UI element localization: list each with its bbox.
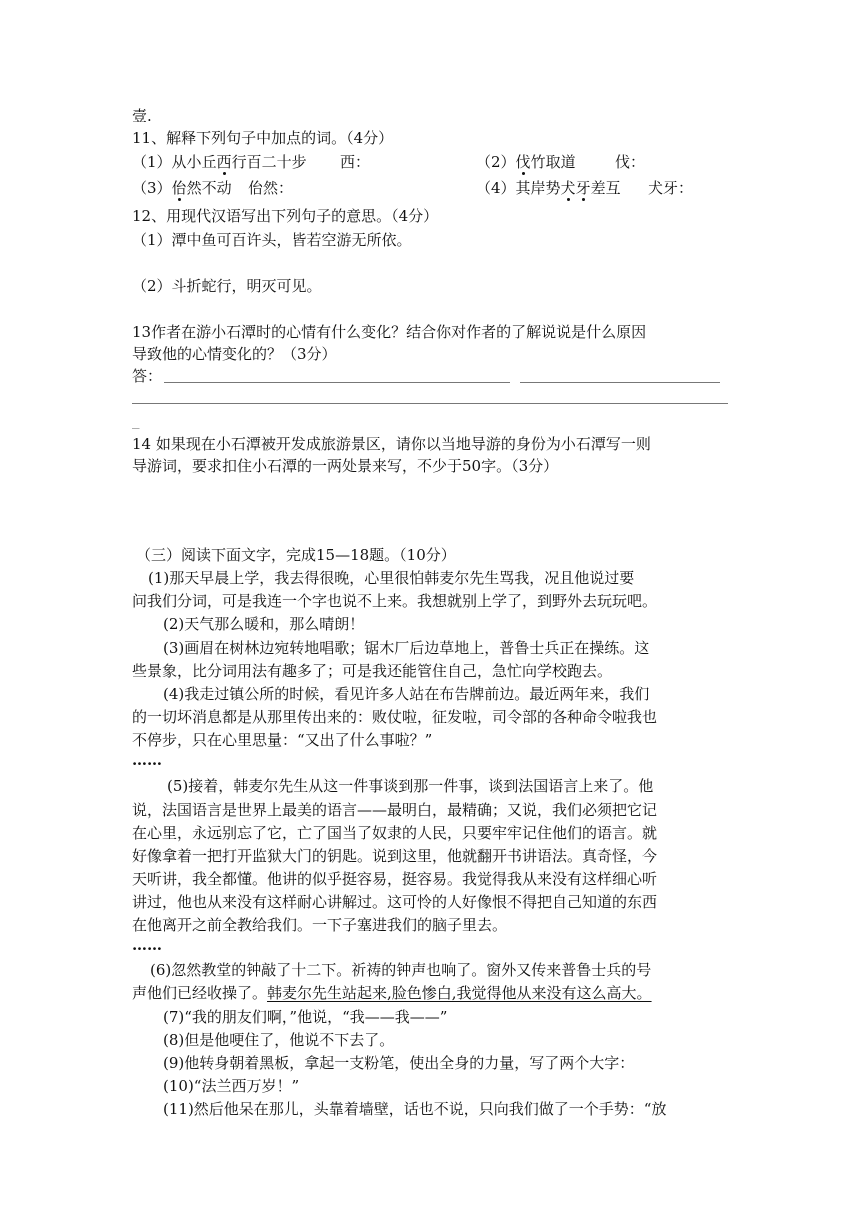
answer-line[interactable] <box>164 382 510 383</box>
q11-gloss-1: 西： <box>340 153 371 171</box>
q12-sentence-2: （2）斗折蛇行，明灭可见。 <box>132 277 322 295</box>
q13-line-1: 13作者在游小石潭时的心情有什么变化？结合你对作者的了解说说是什么原因 <box>132 323 647 341</box>
passage-p2: (2)天气那么暖和，那么晴朗！ <box>163 615 365 633</box>
answer-line-tail: _ <box>132 411 140 429</box>
passage-p4-line3: 不停步，只在心里思量：“又出了什么事啦？” <box>132 731 433 749</box>
passage-p5-line7: 在他离开之前全教给我们。一下子塞进我们的脑子里去。 <box>132 916 508 934</box>
section3-title: （三）阅读下面文字，完成15—18题。（10分） <box>136 546 456 564</box>
q13-line-2: 导致他的心情变化的？（3分） <box>132 345 337 363</box>
passage-p1-line1: (1)那天早晨上学，我去得很晚，心里很怕韩麦尔先生骂我，况且他说过要 <box>148 569 635 587</box>
passage-p3-line2: 些景象，比分词用法有趣多了；可是我还能管住自己，急忙向学校跑去。 <box>132 662 613 680</box>
dotted-word: 牙 <box>575 179 591 197</box>
underlined-sentence: 韩麦尔先生站起来,脸色惨白,我觉得他从来没有这么高大。 <box>267 984 652 1002</box>
q12-sentence-1: （1）潭中鱼可百许头，皆若空游无所依。 <box>132 231 412 249</box>
q11-gloss-2: 伐： <box>615 153 646 171</box>
passage-ellipsis: …… <box>132 936 162 954</box>
passage-p9: (9)他转身朝着黑板，拿起一支粉笔，使出全身的力量，写了两个大字： <box>163 1054 635 1072</box>
dotted-word: 佁 <box>171 179 187 197</box>
answer-line[interactable] <box>520 382 720 383</box>
q11-item-2: （2）伐竹取道 <box>476 153 576 171</box>
q11-item-1: （1）从小丘西行百二十步 <box>132 153 307 171</box>
passage-p1-line2: 问我们分词，可是我连一个字也说不上来。我想就别上学了，到野外去玩玩吧。 <box>132 592 658 610</box>
dotted-word: 犬 <box>560 179 576 197</box>
passage-p6-line2: 声他们已经收操了。韩麦尔先生站起来,脸色惨白,我觉得他从来没有这么高大。 <box>132 984 652 1002</box>
q13-answer-label: 答： <box>132 367 163 385</box>
dotted-word: 西 <box>216 153 232 171</box>
q14-line-1: 14 如果现在小石潭被开发成旅游景区，请你以当地导游的身份为小石潭写一则 <box>132 435 651 453</box>
passage-p5-line6: 讲过，他也从来没有这样耐心讲解过。这可怜的人好像恨不得把自己知道的东西 <box>132 893 658 911</box>
q11-gloss-4: 犬牙： <box>648 179 694 197</box>
q14-line-2: 导游词，要求扣住小石潭的一两处景来写，不少于50字。（3分） <box>132 457 559 475</box>
answer-line[interactable] <box>132 403 728 404</box>
passage-ellipsis: …… <box>132 751 162 769</box>
passage-p3-line1: (3)画眉在树林边宛转地唱歌；锯木厂后边草地上，普鲁士兵正在操练。这 <box>163 639 650 657</box>
passage-p4-line2: 的一切坏消息都是从那里传出来的：败仗啦，征发啦，司令部的各种命令啦我也 <box>132 708 658 726</box>
passage-p11: (11)然后他呆在那儿，头靠着墙壁，话也不说，只向我们做了一个手势：“放 <box>163 1100 667 1118</box>
passage-p10: (10)“法兰西万岁！” <box>163 1077 300 1095</box>
previous-answer-tail: 壹. <box>132 107 152 125</box>
passage-p5-line2: 说，法国语言是世界上最美的语言——最明白，最精确；又说，我们必须把它记 <box>132 801 658 819</box>
passage-p5-line4: 好像拿着一把打开监狱大门的钥匙。说到这里，他就翻开书讲语法。真奇怪，今 <box>132 847 658 865</box>
q12-title: 12、用现代汉语写出下列句子的意思。（4分） <box>132 207 439 225</box>
q11-title: 11、解释下列句子中加点的词。（4分） <box>132 129 394 147</box>
q11-item-3: （3）佁然不动 <box>132 179 232 197</box>
passage-p8: (8)但是他哽住了，他说不下去了。 <box>163 1031 395 1049</box>
q11-gloss-3: 佁然： <box>248 179 294 197</box>
passage-p6-line1: (6)忽然教堂的钟敲了十二下。祈祷的钟声也响了。窗外又传来普鲁士兵的号 <box>150 961 652 979</box>
q11-item-4: （4）其岸势犬牙差互 <box>476 179 621 197</box>
dotted-word: 伐 <box>515 153 531 171</box>
passage-p7: (7)“我的朋友们啊，”他说，“我——我——” <box>163 1008 448 1026</box>
passage-p5-line3: 在心里，永远别忘了它，亡了国当了奴隶的人民，只要牢牢记住他们的语言。就 <box>132 824 658 842</box>
passage-p4-line1: (4)我走过镇公所的时候，看见许多人站在布告牌前边。最近两年来，我们 <box>163 685 650 703</box>
passage-p5-line5: 天听讲，我全都懂。他讲的似乎挺容易，挺容易。我觉得我从来没有这样细心听 <box>132 870 658 888</box>
passage-p5-line1: (5)接着，韩麦尔先生从这一件事谈到那一件事，谈到法国语言上来了。他 <box>167 777 654 795</box>
